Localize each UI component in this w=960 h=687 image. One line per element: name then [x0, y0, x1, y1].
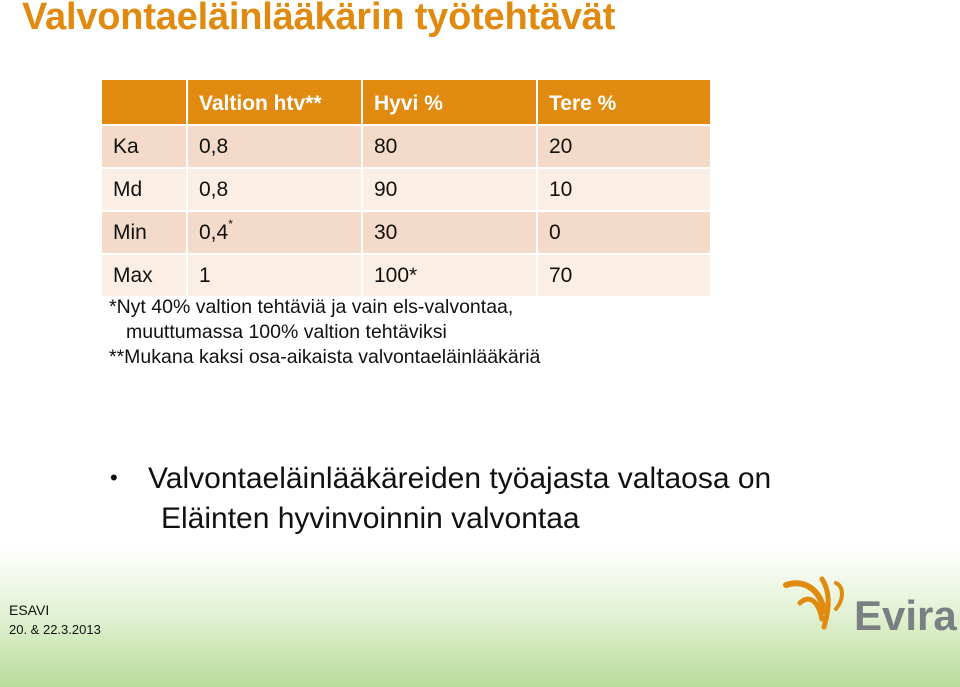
footer-org: ESAVI [9, 602, 50, 618]
logo-text: Evira [854, 592, 957, 639]
evira-leaf-logo-icon [786, 579, 842, 627]
tere-cell: 10 [537, 168, 711, 211]
header-cell-empty [101, 79, 187, 125]
tere-cell: 70 [537, 254, 711, 297]
table-row [101, 125, 711, 168]
header-cell-hyvi: Hyvi % [362, 79, 537, 125]
row-label: Min [101, 211, 187, 254]
bullet-text-line-2: Eläinten hyvinvoinnin valvontaa [161, 502, 580, 535]
bullet-text-line-1: Valvontaeläinlääkäreiden työajasta valtaosa on [148, 462, 772, 495]
table-header-row [101, 79, 711, 125]
header-cell-tere: Tere % [537, 79, 711, 125]
footnote-1: *Nyt 40% valtion tehtäviä ja vain els-valvontaa, [109, 296, 514, 318]
footnotes [109, 295, 540, 370]
table-row [101, 254, 711, 297]
footer-date: 20. & 22.3.2013 [9, 622, 101, 637]
footnote-1-continued: muuttumassa 100% valtion tehtäviksi [126, 321, 447, 343]
row-label: Ka [101, 125, 187, 168]
page-title: Valvontaeläinlääkärin työtehtävät [22, 0, 616, 38]
row-label: Md [101, 168, 187, 211]
htv-cell: 0,8 [187, 168, 362, 211]
bullet-point [110, 459, 771, 539]
hyvi-cell: 100* [362, 254, 537, 297]
header-cell-htv: Valtion htv** [187, 79, 362, 125]
tere-cell: 0 [537, 211, 711, 254]
slide-footer [9, 600, 101, 640]
table-row [101, 168, 711, 211]
htv-cell: 1 [187, 254, 362, 297]
footnote-2: **Mukana kaksi osa-aikaista valvontaeläinlääkäriä [109, 346, 541, 368]
table-row [101, 211, 711, 254]
htv-cell: 0,8 [187, 125, 362, 168]
hyvi-cell: 30 [362, 211, 537, 254]
row-label: Max [101, 254, 187, 297]
evira-logo [778, 573, 958, 643]
hyvi-cell: 80 [362, 125, 537, 168]
htv-cell: 0,4* [187, 211, 362, 254]
hyvi-cell: 90 [362, 168, 537, 211]
data-table [100, 78, 712, 298]
bullet-dot-icon: • [110, 465, 118, 490]
tere-cell: 20 [537, 125, 711, 168]
